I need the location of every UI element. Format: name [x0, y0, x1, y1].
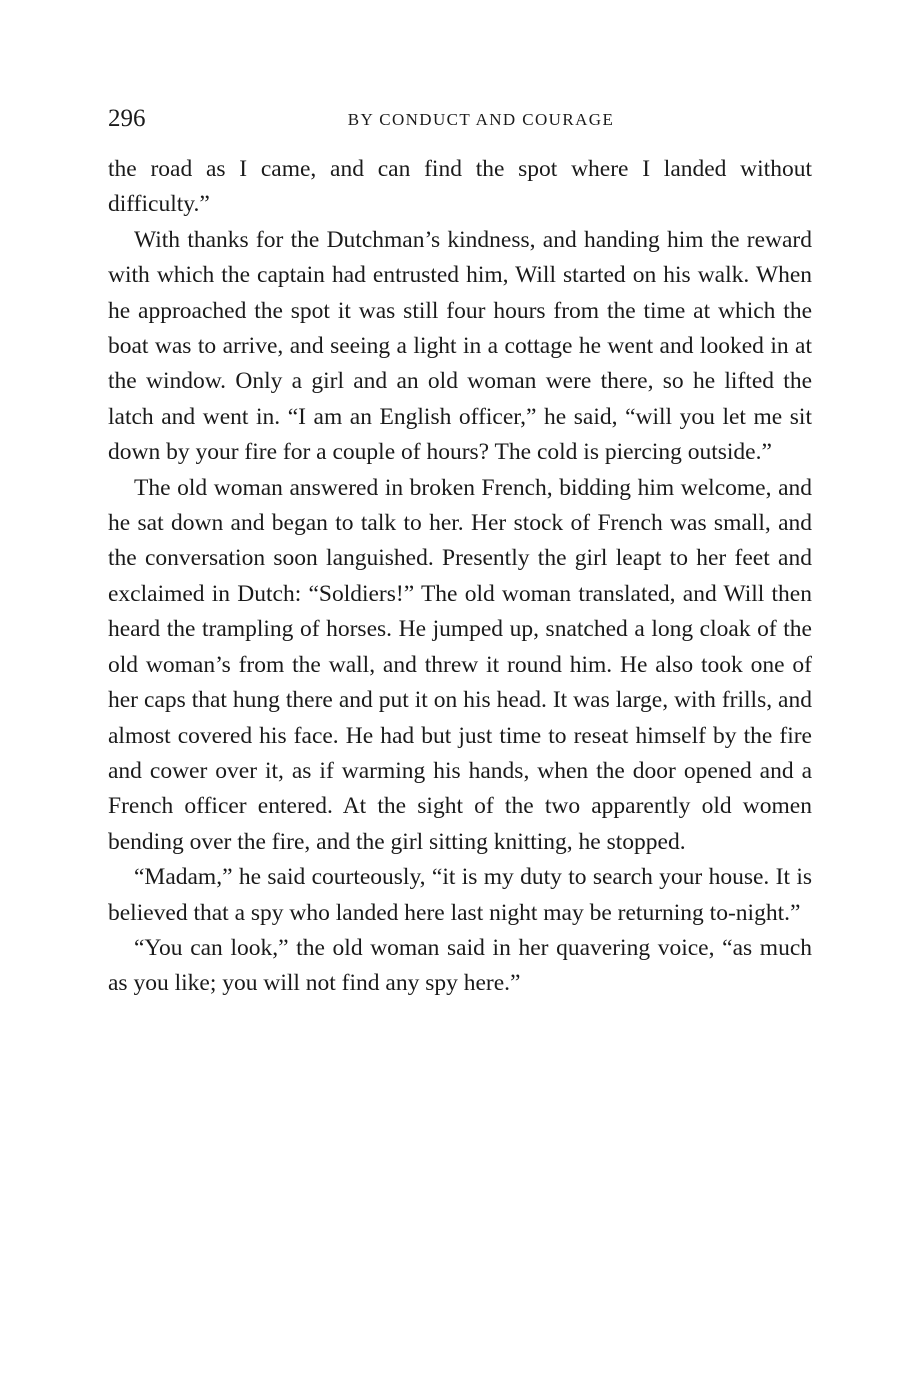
paragraph: the road as I came, and can find the spot where I landed without difficulty.”	[108, 156, 812, 218]
paragraph: With thanks for the Dutchman’s kindness, and handing him the reward with which the captain had entrusted him, Will started on his walk. When he approached the spot it was still four hours from the time at which the boat was to arrive, and seeing a light in a cottage he went and looked in at the window. Only a girl and an old woman were there, so he lifted the latch and went in. “I am an English officer,” he said, “will you let me sit down by your fire for a couple of hours? The cold is piercing outside.”	[108, 226, 812, 466]
page-header	[108, 104, 812, 138]
running-title: BY CONDUCT AND COURAGE	[347, 110, 615, 129]
body-text	[108, 152, 812, 1002]
page-number: 296	[108, 105, 146, 132]
paragraph: “Madam,” he said courteously, “it is my duty to search your house. It is believed that a spy who landed here last night may be returning to-night.”	[108, 864, 812, 926]
paragraph: The old woman answered in broken French, bidding him welcome, and he sat down and began to talk to her. Her stock of French was small, and the conversation soon languished. Presently the girl leapt to her feet and exclaimed in Dutch: “Soldiers!” The old woman translated, and Will then heard the trampling of horses. He jumped up, snatched a long cloak of the old woman’s from the wall, and threw it round him. He also took one of her caps that hung there and put it on his head. It was large, with frills, and almost covered his face. He had but just time to reseat himself by the fire and cower over it, as if warming his hands, when the door opened and a French officer entered. At the sight of the two apparently old women bending over the fire, and the girl sitting knitting, he stopped.	[108, 474, 812, 855]
paragraph: “You can look,” the old woman said in her quavering voice, “as much as you like; you will not find any spy here.”	[108, 934, 812, 997]
